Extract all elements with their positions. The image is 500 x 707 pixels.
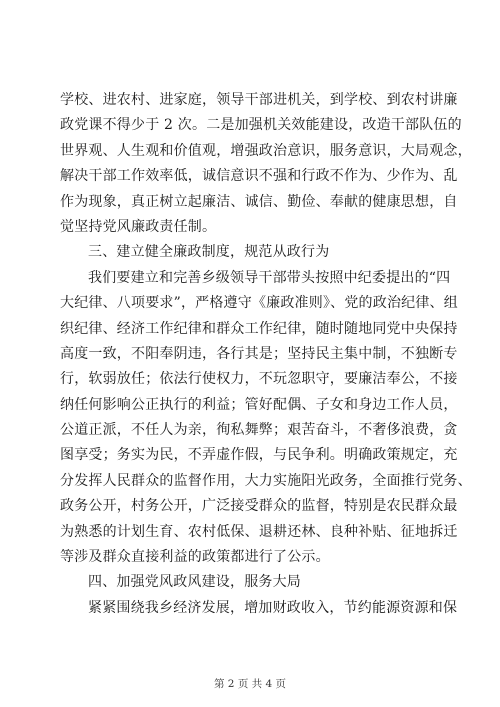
section-heading: 三、建立健全廉政制度，规范从政行为 bbox=[88, 244, 330, 261]
text-line: 学校、进农村、进家庭，领导干部进机关，到学校、到农村讲廉 bbox=[60, 92, 458, 108]
text-line: 织纪律、经济工作纪律和群众工作纪律，随时随地同党中央保持 bbox=[60, 320, 458, 337]
text-line: 政党课不得少于 2 次。二是加强机关效能建设，改造干部队伍的 bbox=[60, 117, 462, 134]
section-heading: 四、加强党风政风建设，服务大局 bbox=[88, 574, 301, 591]
text-line: 分发挥人民群众的监督作用，大力实施阳光政务，全面推行党务、 bbox=[60, 472, 472, 489]
text-line: 世界观、人生观和价值观，增强政治意识，服务意识，大局观念， bbox=[60, 142, 472, 159]
text-line: 纳任何影响公正执行的利益；管好配偶、子女和身边工作人员， bbox=[60, 396, 458, 413]
text-line: 大纪律、八项要求”，严格遵守《廉政准则》、党的政治纪律、组 bbox=[60, 295, 458, 312]
text-line: 等涉及群众直接利益的政策都进行了公示。 bbox=[60, 549, 330, 566]
text-line: 我们要建立和完善乡级领导干部带头按照中纪委提出的“四 bbox=[88, 269, 451, 286]
page-footer: 第 2 页 共 4 页 bbox=[213, 678, 287, 690]
text-line: 行，软弱放任；依法行使权力，不玩忽职守，要廉洁奉公，不接 bbox=[60, 371, 458, 388]
text-line: 高度一致，不阳奉阴违，各行其是；坚持民主集中制，不独断专 bbox=[60, 345, 458, 362]
text-line: 觉坚持党风廉政责任制。 bbox=[60, 218, 217, 235]
text-line: 政务公开，村务公开，广泛接受群众的监督，特别是农民群众最 bbox=[60, 498, 458, 515]
text-line: 作为现象，真正树立起廉洁、诚信、勤俭、奉献的健康思想，自 bbox=[60, 193, 458, 210]
document-body bbox=[60, 88, 472, 621]
text-line: 紧紧围绕我乡经济发展，增加财政收入，节约能源资源和保 bbox=[88, 599, 458, 616]
text-line: 为熟悉的计划生育、农村低保、退耕还林、良种补贴、征地拆迁 bbox=[60, 523, 458, 540]
text-line: 公道正派，不任人为亲，徇私舞弊；艰苦奋斗，不奢侈浪费，贪 bbox=[60, 422, 458, 439]
text-line: 解决干部工作效率低，诚信意识不强和行政不作为、少作为、乱 bbox=[60, 168, 458, 185]
text-line: 图享受；务实为民，不弄虚作假，与民争利。明确政策规定，充 bbox=[60, 447, 458, 464]
